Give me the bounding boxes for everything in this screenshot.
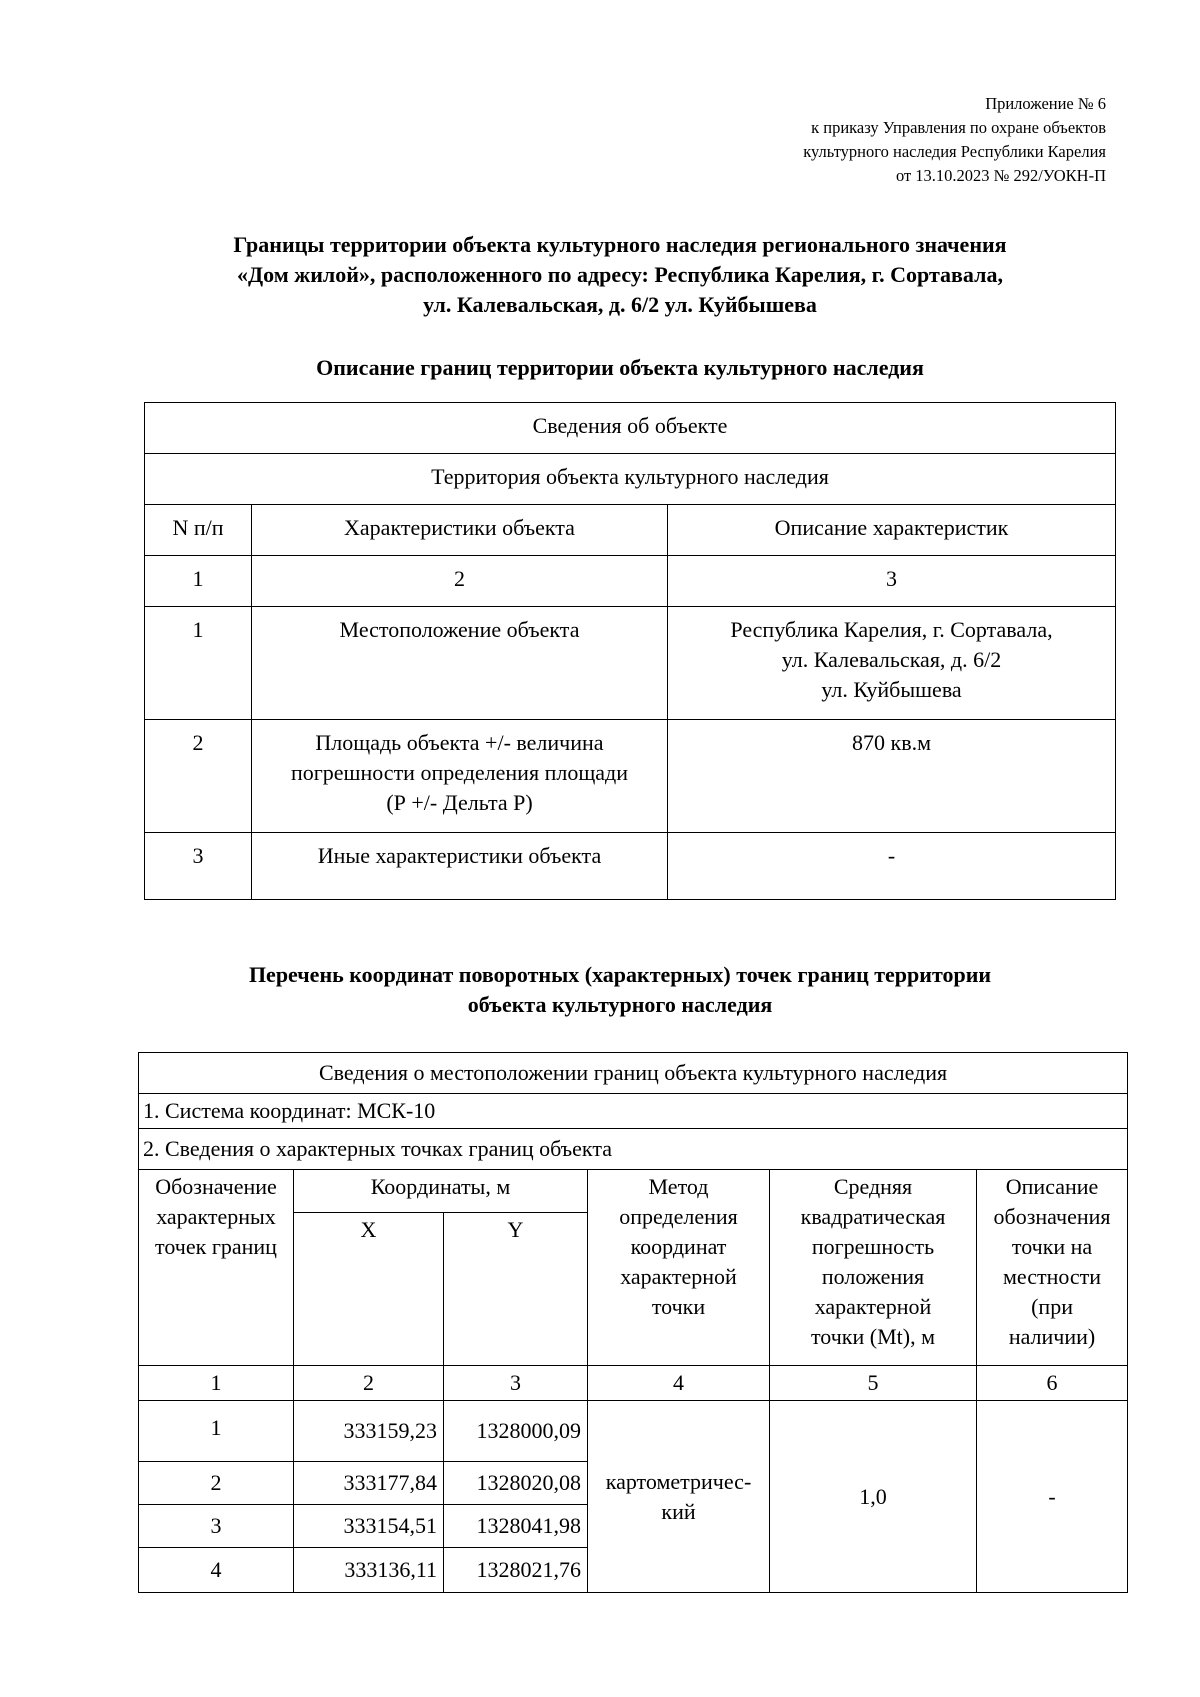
- appendix-line: от 13.10.2023 № 292/УОКН-П: [895, 166, 1106, 185]
- table1-header-object: Сведения об объекте: [145, 403, 1116, 454]
- text-line: точек границ: [155, 1234, 277, 1259]
- point-y: 1328041,98: [444, 1505, 588, 1548]
- table2-col-number: 6: [977, 1366, 1128, 1401]
- text-line: определения: [619, 1204, 738, 1229]
- point-method: [588, 1401, 770, 1593]
- text-line: Обозначение: [155, 1174, 277, 1199]
- appendix-line: Приложение № 6: [985, 94, 1106, 113]
- text-line: Метод: [648, 1174, 709, 1199]
- point-id: 3: [139, 1505, 294, 1548]
- point-y: 1328020,08: [444, 1462, 588, 1505]
- text-line: 870 кв.м: [852, 730, 931, 755]
- text-line: точки на: [1011, 1234, 1093, 1259]
- title-line: объекта культурного наследия: [467, 992, 773, 1017]
- point-error: 1,0: [770, 1401, 977, 1593]
- text-line: координат: [630, 1234, 727, 1259]
- row-characteristic: [252, 607, 668, 720]
- table1-col-header: Характеристики объекта: [252, 505, 668, 556]
- table-row: [145, 833, 1116, 900]
- col-header-x: X: [294, 1213, 444, 1366]
- text-line: -: [887, 843, 896, 868]
- point-x: 333177,84: [294, 1462, 444, 1505]
- text-line: обозначения: [993, 1204, 1111, 1229]
- point-x: 333154,51: [294, 1505, 444, 1548]
- text-line: Республика Карелия, г. Сортавала,: [730, 617, 1053, 642]
- coordinates-table: [138, 1052, 1128, 1593]
- point-x: 333136,11: [294, 1548, 444, 1593]
- col-header-designation: [139, 1170, 294, 1366]
- point-x: 333159,23: [294, 1401, 444, 1462]
- table2-col-number: 3: [444, 1366, 588, 1401]
- text-line: Площадь объекта +/- величина: [315, 730, 604, 755]
- table-row: [145, 720, 1116, 833]
- title-line: ул. Калевальская, д. 6/2 ул. Куйбышева: [423, 292, 817, 317]
- col-header-error: [770, 1170, 977, 1366]
- text-line: (Р +/- Дельта Р): [386, 790, 533, 815]
- text-line: погрешности определения площади: [290, 760, 628, 785]
- text-line: характерной: [620, 1264, 737, 1289]
- table2-col-number: 2: [294, 1366, 444, 1401]
- table2-col-number: 4: [588, 1366, 770, 1401]
- section-title-coordinates: [140, 960, 1100, 1020]
- text-line: точки (Mt), м: [810, 1324, 936, 1349]
- text-line: Средняя: [833, 1174, 913, 1199]
- appendix-line: к приказу Управления по охране объектов: [811, 118, 1106, 137]
- point-id: 4: [139, 1548, 294, 1593]
- text-line: точки: [651, 1294, 706, 1319]
- text-line: Местоположение объекта: [339, 617, 580, 642]
- table2-col-number: 5: [770, 1366, 977, 1401]
- text-line: погрешность: [811, 1234, 935, 1259]
- row-description: [668, 720, 1116, 833]
- title-line: «Дом жилой», расположенного по адресу: Республика Карелия, г. Сортавала,: [237, 262, 1003, 287]
- appendix-line: культурного наследия Республики Карелия: [803, 142, 1106, 161]
- text-line: (при: [1031, 1294, 1073, 1319]
- table1-col-number: 1: [145, 556, 252, 607]
- points-info: 2. Сведения о характерных точках границ объекта: [139, 1129, 1128, 1170]
- row-characteristic: [252, 833, 668, 900]
- text-line: характерных: [156, 1204, 276, 1229]
- row-number: 1: [145, 607, 252, 720]
- text-line: характерной: [814, 1294, 932, 1319]
- row-number: 3: [145, 833, 252, 900]
- table1-col-number: 2: [252, 556, 668, 607]
- text-line: кий: [661, 1498, 696, 1524]
- col-header-method: [588, 1170, 770, 1366]
- row-description: [668, 607, 1116, 720]
- text-line: картометричес-: [605, 1468, 752, 1494]
- object-info-table: [144, 402, 1116, 900]
- row-description: [668, 833, 1116, 900]
- appendix-header: [606, 92, 1106, 188]
- row-characteristic: [252, 720, 668, 833]
- table2-header: Сведения о местоположении границ объекта культурного наследия: [139, 1053, 1128, 1094]
- point-id: 2: [139, 1462, 294, 1505]
- table2-col-number: 1: [139, 1366, 294, 1401]
- text-line: местности: [1002, 1264, 1102, 1289]
- point-description: -: [977, 1401, 1128, 1593]
- col-header-y: Y: [444, 1213, 588, 1366]
- coord-system: 1. Система координат: МСК-10: [139, 1094, 1128, 1129]
- title-line: Перечень координат поворотных (характерных) точек границ территории: [248, 962, 992, 987]
- point-y: 1328021,76: [444, 1548, 588, 1593]
- table1-col-header: N п/п: [145, 505, 252, 556]
- table1-col-header: Описание характеристик: [668, 505, 1116, 556]
- text-line: Иные характеристики объекта: [317, 843, 602, 868]
- table-row: [145, 607, 1116, 720]
- text-line: наличии): [1008, 1324, 1096, 1349]
- text-line: квадратическая: [800, 1204, 946, 1229]
- row-number: 2: [145, 720, 252, 833]
- text-line: ул. Куйбышева: [821, 677, 962, 702]
- table1-header-territory: Территория объекта культурного наследия: [145, 454, 1116, 505]
- col-header-description: [977, 1170, 1128, 1366]
- point-id: 1: [139, 1401, 294, 1462]
- col-header-coordinates: Координаты, м: [294, 1170, 588, 1213]
- text-line: положения: [821, 1264, 925, 1289]
- table1-col-number: 3: [668, 556, 1116, 607]
- text-line: Описание: [1005, 1174, 1099, 1199]
- document-title: [140, 230, 1100, 320]
- text-line: ул. Калевальская, д. 6/2: [781, 647, 1002, 672]
- title-line: Границы территории объекта культурного наследия регионального значения: [233, 232, 1007, 257]
- point-y: 1328000,09: [444, 1401, 588, 1462]
- table-row: [139, 1401, 1128, 1462]
- section-title-description: Описание границ территории объекта культурного наследия: [316, 355, 924, 380]
